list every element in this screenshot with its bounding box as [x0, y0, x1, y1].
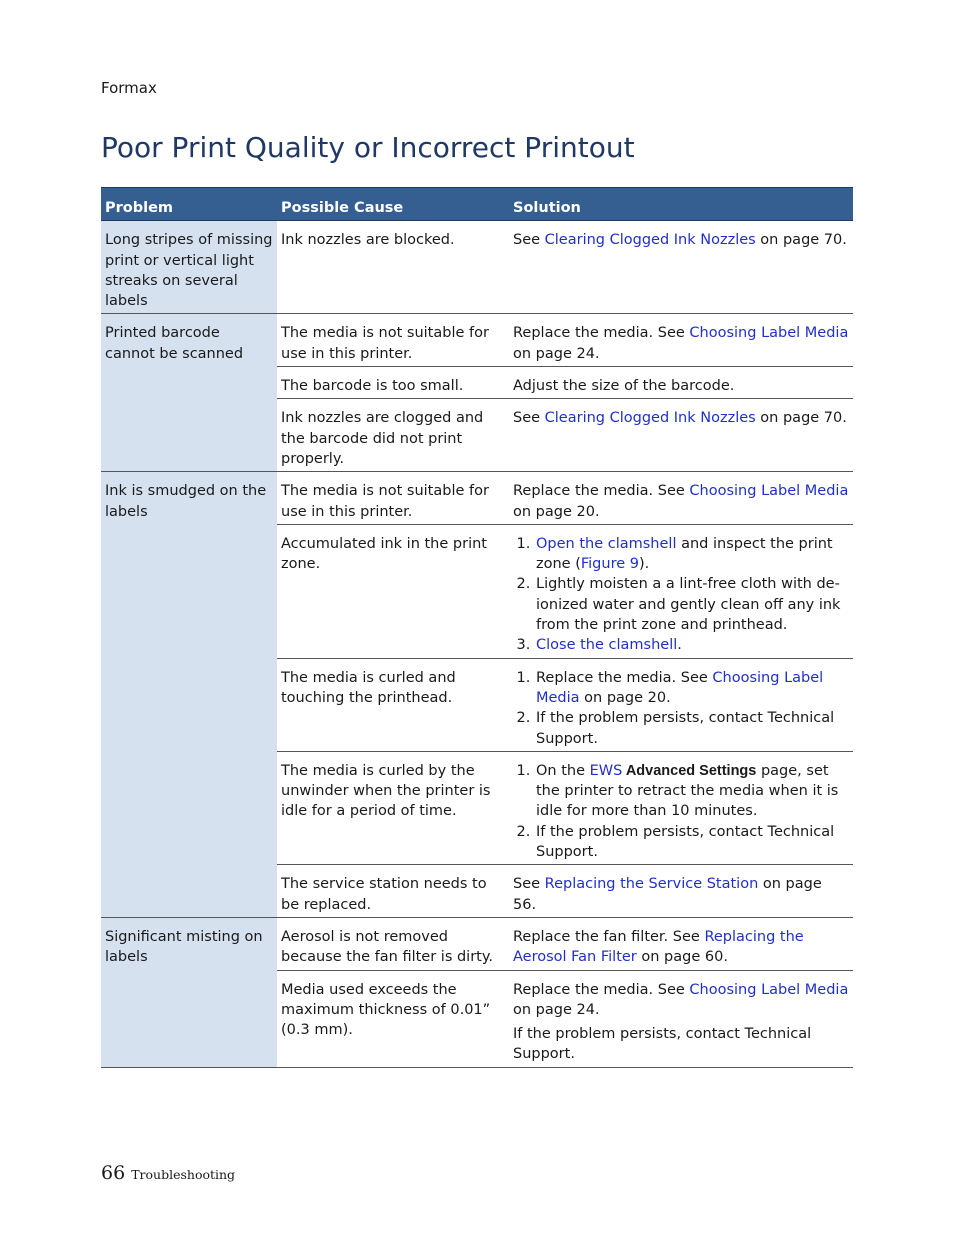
column-header-solution: Solution — [509, 188, 853, 221]
solution-step: 2. If the problem persists, contact Technical Support. — [535, 822, 849, 863]
solution-text: Replace the media. See — [513, 483, 690, 500]
solution-text: on page 24. — [513, 345, 600, 362]
column-header-problem: Problem — [101, 188, 277, 221]
link-open-the-clamshell[interactable]: Open the clamshell — [536, 535, 677, 552]
problem-cell: Ink is smudged on the labels — [101, 472, 277, 918]
cause-cell: The media is not suitable for use in this printer. — [277, 472, 509, 525]
table-header-row — [101, 188, 853, 221]
table-row — [101, 314, 853, 367]
solution-text: Replace the fan filter. See — [513, 928, 705, 945]
solution-step — [535, 668, 849, 709]
solution-cell — [509, 314, 853, 367]
solution-text: See — [513, 232, 545, 249]
table-row — [101, 221, 853, 314]
section-name: Troubleshooting — [131, 1167, 236, 1182]
solution-paragraph — [513, 980, 849, 1021]
column-header-cause: Possible Cause — [277, 188, 509, 221]
link-clearing-clogged-ink-nozzles[interactable]: Clearing Clogged Ink Nozzles — [544, 410, 756, 427]
solution-cell — [509, 524, 853, 658]
solution-step — [535, 761, 849, 822]
solution-cell: Adjust the size of the barcode. — [509, 367, 853, 399]
cause-cell: Accumulated ink in the print zone. — [277, 524, 509, 658]
cause-cell: The media is not suitable for use in this printer. — [277, 314, 509, 367]
solution-text: Replace the media. See — [513, 981, 690, 998]
solution-cell — [509, 399, 853, 472]
step-text: On the — [536, 762, 590, 779]
solution-cell — [509, 221, 853, 314]
solution-cell — [509, 865, 853, 918]
solution-steps — [513, 761, 849, 862]
step-text: ). — [638, 556, 650, 573]
cause-cell: The media is curled by the unwinder when the printer is idle for a period of time. — [277, 751, 509, 864]
step-text: and inspect the print zone ( — [536, 535, 833, 573]
advanced-settings-label: Advanced Settings — [622, 762, 757, 779]
link-ews[interactable]: EWS — [589, 762, 623, 779]
solution-text: on page 56. — [513, 876, 822, 913]
page-number: 66 — [101, 1162, 126, 1184]
cause-cell: Ink nozzles are blocked. — [277, 221, 509, 314]
problem-cell: Printed barcode cannot be scanned — [101, 314, 277, 472]
solution-steps — [513, 534, 849, 656]
running-header: Formax — [101, 79, 157, 97]
link-choosing-label-media[interactable]: Choosing Label Media — [689, 981, 849, 998]
cause-cell: Ink nozzles are clogged and the barcode did not print properly. — [277, 399, 509, 472]
solution-text: See — [513, 876, 545, 893]
solution-text: Replace the media. See — [513, 325, 690, 342]
solution-text: See — [513, 410, 545, 427]
step-text: . — [677, 637, 682, 654]
solution-step — [535, 635, 849, 655]
problem-cell: Significant misting on labels — [101, 917, 277, 1067]
cause-cell: The barcode is too small. — [277, 367, 509, 399]
cause-cell: Media used exceeds the maximum thickness of 0.01” (0.3 mm). — [277, 970, 509, 1067]
solution-paragraph: If the problem persists, contact Technical Support. — [513, 1026, 812, 1063]
solution-text: on page 60. — [636, 949, 728, 966]
solution-text: on page 70. — [755, 410, 847, 427]
link-close-the-clamshell[interactable]: Close the clamshell — [536, 637, 678, 654]
solution-text: on page 70. — [755, 232, 847, 249]
step-text: page, set the printer to retract the media when it is idle for more than 10 minutes. — [536, 762, 839, 820]
cause-cell: The media is curled and touching the printhead. — [277, 658, 509, 751]
solution-cell — [509, 917, 853, 970]
solution-steps — [513, 668, 849, 749]
problem-cell: Long stripes of missing print or vertical light streaks on several labels — [101, 221, 277, 314]
link-clearing-clogged-ink-nozzles[interactable]: Clearing Clogged Ink Nozzles — [544, 232, 756, 249]
cause-cell: Aerosol is not removed because the fan filter is dirty. — [277, 917, 509, 970]
solution-cell — [509, 658, 853, 751]
page-footer — [101, 1162, 235, 1184]
solution-text: on page 20. — [513, 503, 600, 520]
link-choosing-label-media[interactable]: Choosing Label Media — [689, 483, 849, 500]
table-row — [101, 472, 853, 525]
solution-cell — [509, 751, 853, 864]
solution-cell — [509, 970, 853, 1067]
troubleshooting-table — [101, 187, 853, 1068]
solution-step: 2. If the problem persists, contact Technical Support. — [535, 708, 849, 749]
solution-step: 2. Lightly moisten a a lint-free cloth with de-ionized water and gently clean off any ink from the print zone and printhead. — [535, 574, 849, 635]
link-replacing-the-aerosol-fan-filter[interactable]: Replacing the Aerosol Fan Filter — [513, 928, 804, 966]
solution-text: on page 24. — [513, 1001, 600, 1018]
solution-cell — [509, 472, 853, 525]
page-title: Poor Print Quality or Incorrect Printout — [101, 131, 635, 164]
link-choosing-label-media[interactable]: Choosing Label Media — [536, 669, 824, 706]
solution-step — [535, 534, 849, 575]
table-row — [101, 917, 853, 970]
link-replacing-the-service-station[interactable]: Replacing the Service Station — [544, 876, 759, 893]
link-choosing-label-media[interactable]: Choosing Label Media — [689, 325, 849, 342]
cause-cell: The service station needs to be replaced. — [277, 865, 509, 918]
link-figure-9[interactable]: Figure 9 — [580, 556, 639, 573]
step-text: Replace the media. See — [536, 669, 713, 686]
step-text: on page 20. — [579, 689, 671, 706]
